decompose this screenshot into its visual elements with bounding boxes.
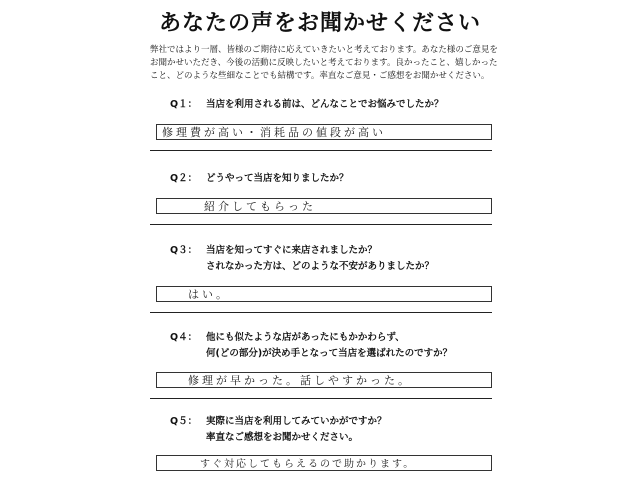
question-4: [170, 330, 452, 362]
page-title: あなたの声をお聞かせください: [158, 11, 481, 36]
question-text-line2: 率直なご感想をお聞かせください。: [206, 432, 359, 443]
question-number: Q４：: [170, 332, 198, 343]
question-2: [170, 170, 349, 184]
intro-line: 弊社ではより一層、皆様のご期待に応えていきたいと考えております。あなた様のご意見を: [150, 45, 498, 55]
question-number: Q１：: [170, 99, 198, 110]
question-text: 実際に当店を利用してみていかがですか？: [206, 416, 387, 427]
answer-1: 修理費が高い・消耗品の値段が高い: [162, 126, 386, 139]
intro-line: こと、どのような些細なことでも結構です。率直なご意見・ご感想をお聞かせください。: [150, 71, 490, 81]
answer-line: [150, 224, 492, 225]
question-number: Q３：: [170, 245, 198, 256]
question-1: [170, 96, 444, 110]
question-text: 他にも似たような店があったにもかかわらず、: [206, 332, 405, 343]
answer-line: [150, 312, 492, 313]
answer-line: [150, 150, 492, 151]
intro-text: [150, 44, 500, 83]
question-text-line2: 何(どの部分)が決め手となって当店を選ばれたのですか？: [206, 348, 453, 359]
answer-5: すぐ対応してもらえるので助かります。: [200, 459, 416, 470]
question-number: Q２：: [170, 173, 198, 184]
question-3: [170, 243, 434, 275]
answer-4: 修理が早かった。話しやすかった。: [188, 374, 412, 387]
question-text: 当店を知ってすぐに来店されましたか？: [206, 245, 378, 256]
question-text: 当店を利用される前は、どんなことでお悩みでしたか？: [206, 99, 444, 110]
question-5: [170, 414, 387, 446]
answer-3: はい。: [188, 288, 230, 301]
answer-2: 紹介してもらった: [204, 200, 316, 213]
intro-line: お聞かせいただき、今後の活動に反映したいと考えております。良かったこと、嬉しかった: [150, 58, 498, 68]
answer-line: [150, 398, 492, 399]
question-text: どうやって当店を知りましたか？: [206, 173, 349, 184]
question-text-line2: されなかった方は、どのような不安がありましたか？: [206, 261, 435, 272]
question-number: Q５：: [170, 416, 198, 427]
